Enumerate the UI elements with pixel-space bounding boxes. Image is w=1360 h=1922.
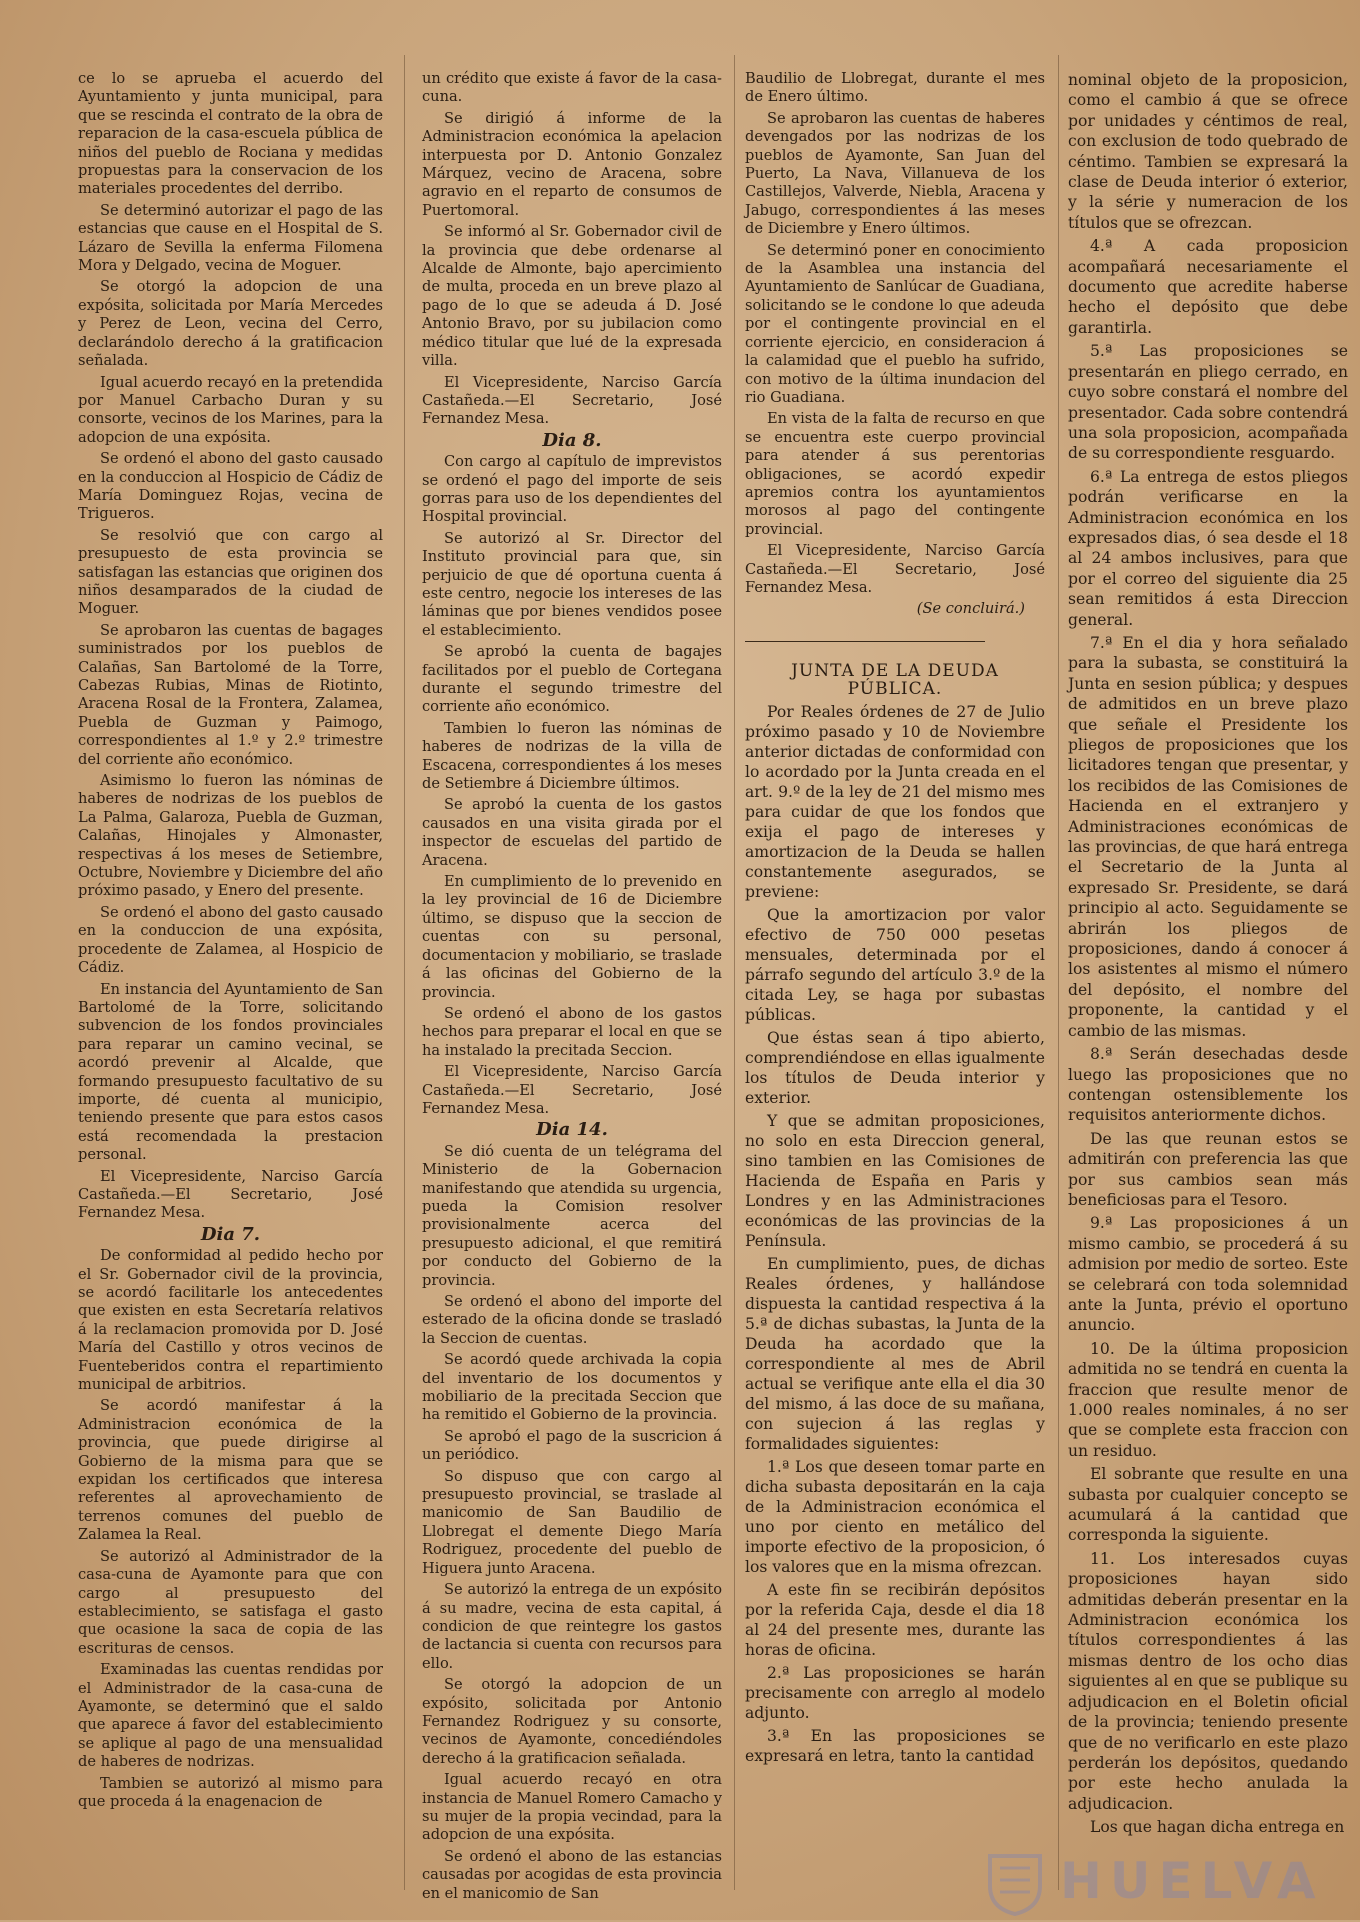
section-heading: JUNTA DE LA DEUDA PÚBLICA. bbox=[791, 660, 999, 700]
paragraph: nominal objeto de la proposicion, como el cambio á que se ofrece por unidades y céntimos de real, con exclusion de todo quebrado de céntimo. Tambien se expresará la clase de Deuda interior ó exterior, y la série y numeracion de los títulos que se ofrezcan. bbox=[1068, 71, 1348, 232]
paragraph: 5.ª Las proposiciones se presentarán en pliego cerrado, en cuyo sobre constará el nombre del presentador. Cada sobre contendrá una sola proposicion, acompañada de su correspondiente resguardo. bbox=[1068, 342, 1348, 463]
paragraph: Por Reales órdenes de 27 de Julio próximo pasado y 10 de Noviembre anterior dictadas de conformidad con lo acordado por la Junta creada en el art. 9.º de la ley de 21 del mismo mes para cuidar de que los fondos que exija el pago de intereses y amortizacion de la Deuda se hallen constantemente asegurados, se previene: bbox=[745, 702, 1045, 901]
paragraph: Se determinó autorizar el pago de las estancias que cause en el Hospital de S. Lázaro de Sevilla la enferma Filomena Mora y Delgado, vecina de Moguer. bbox=[78, 201, 383, 275]
paragraph: Se aprobó el pago de la suscricion á un periódico. bbox=[422, 1427, 722, 1464]
paragraph: un crédito que existe á favor de la casa-cuna. bbox=[422, 70, 722, 106]
to-be-continued: (Se concluirá.) bbox=[916, 600, 1025, 618]
paragraph: En cumplimiento de lo prevenido en la ley provincial de 16 de Diciembre último, se dispuso que la seccion de cuentas con su personal, documentacion y mobiliario, se traslade á las oficinas del Gobierno de la provincia. bbox=[422, 873, 722, 1001]
paragraph: 9.ª Las proposiciones á un mismo cambio, se procederá á su admision por medio de sorteo. Este se celebrará con toda solemnidad ante la Junta, prévio el oportuno anuncio. bbox=[1068, 1214, 1348, 1335]
paragraph: Asimismo lo fueron las nóminas de haberes de nodrizas de los pueblos de La Palma, Galaroza, Puebla de Guzman, Calañas, Hinojales y Almonaster, respectivas á los meses de Setiembre, Octubre, Noviembre y Diciembre del año próximo pasado, y Enero del presente. bbox=[78, 772, 383, 900]
signature-line: El Vicepresidente, Narciso García Castañeda.—El Secretario, José Fernandez Mesa. bbox=[745, 542, 1045, 596]
paragraph: Que la amortizacion por valor efectivo de 750 000 pesetas mensuales, determinada por el párrafo segundo del artículo 3.º de la citada Ley, se haga por subastas públicas. bbox=[745, 905, 1045, 1024]
paragraph: Se autorizó la entrega de un expósito á su madre, vecina de esta capital, á condicion de que reintegre los gastos de lactancia si cuenta con recursos para ello. bbox=[422, 1581, 722, 1672]
paragraph: Se resolvió que con cargo al presupuesto de esta provincia se satisfagan las estancias que originen dos niños desamparados de la ciudad de Moguer. bbox=[78, 526, 383, 618]
paragraph: Se aprobó la cuenta de bagajes facilitados por el pueblo de Cortegana durante el segundo trimestre del corriente año económico. bbox=[422, 643, 722, 716]
paragraph: Examinadas las cuentas rendidas por el Administrador de la casa-cuna de Ayamonte, se determinó que el saldo que aparece á favor del establecimiento se aplique al pago de una mensualidad de haberes de nodrizas. bbox=[78, 1661, 383, 1771]
paragraph: En cumplimiento, pues, de dichas Reales órdenes, y hallándose dispuesta la cantidad respectiva á la 5.ª de dichas subastas, la Junta de la Deuda ha acordado que la correspondiente al mes de Abril actual se verifique ante ella el dia 30 del mismo, á las doce de su mañana, con sujecion á las reglas y formalidades siguientes: bbox=[745, 1254, 1045, 1453]
paragraph: Baudilio de Llobregat, durante el mes de Enero último. bbox=[745, 70, 1045, 106]
paragraph: Se autorizó al Sr. Director del Instituto provincial para que, sin perjuicio de que dé oportuna cuenta á este centro, negocie los intereses de las láminas que por bienes vendidos posee el establecimiento. bbox=[422, 529, 722, 639]
paragraph: 8.ª Serán desechadas desde luego las proposiciones que no contengan ostensiblemente los requisitos anteriormente dichos. bbox=[1068, 1045, 1348, 1125]
paragraph: 6.ª La entrega de estos pliegos podrán verificarse en la Administracion económica en los expresados dias, ó sea desde el 18 al 24 ambos inclusives, para que por el correo del siguiente dia 25 sean remitidos á esta Direccion general. bbox=[1068, 467, 1348, 629]
paragraph: Se otorgó la adopcion de una expósita, solicitada por María Mercedes y Perez de Leon, vecina del Cerro, declarándolo derecho á la gratificacion señalada. bbox=[78, 278, 383, 370]
signature-line: El Vicepresidente, Narciso García Castañeda.—El Secretario, José Fernandez Mesa. bbox=[422, 373, 722, 428]
paragraph: Se aprobó la cuenta de los gastos causados en una visita girada por el inspector de escuelas del partido de Aracena. bbox=[422, 796, 722, 869]
column-1 bbox=[78, 70, 383, 1880]
paragraph: Se autorizó al Administrador de la casa-cuna de Ayamonte para que con cargo al presupuesto del establecimiento, se satisfaga el gasto que ocasione la saca de copia de las escrituras de censos. bbox=[78, 1547, 383, 1657]
paragraph: De conformidad al pedido hecho por el Sr. Gobernador civil de la provincia, se acordó facilitarle los antecedentes que existen en esta Secretaría relativos á la reclamacion promovida por D. José María del Castillo y otros vecinos de Fuenteberidos contra el repartimiento municipal de arbitrios. bbox=[78, 1247, 383, 1394]
paragraph: So dispuso que con cargo al presupuesto provincial, se traslade al manicomio de San Baudilio de Llobregat el demente Diego María Rodriguez, procedente del pueblo de Higuera junto Aracena. bbox=[422, 1467, 722, 1577]
paragraph: A este fin se recibirán depósitos por la referida Caja, desde el dia 18 al 24 del presente mes, durante las horas de oficina. bbox=[745, 1580, 1045, 1659]
column-2 bbox=[422, 70, 722, 1902]
archive-watermark bbox=[980, 1848, 1360, 1920]
signature-line: El Vicepresidente, Narciso García Castañeda.—El Secretario, José Fernandez Mesa. bbox=[422, 1063, 722, 1117]
column-4 bbox=[1068, 70, 1348, 1880]
day-heading: Dia 7. bbox=[200, 1223, 261, 1245]
paragraph: Se ordenó el abono del gasto causado en la conduccion al Hospicio de Cádiz de María Dominguez Rojas, vecina de Trigueros. bbox=[78, 450, 383, 523]
paragraph: Se acordó quede archivada la copia del inventario de los documentos y mobiliario de la precitada Seccion que ha remitido el Gobierno de la provincia. bbox=[422, 1351, 722, 1424]
paragraph: Se aprobaron las cuentas de haberes devengados por las nodrizas de los pueblos de Ayamonte, San Juan del Puerto, La Nava, Villanueva de los Castillejos, Valverde, Niebla, Aracena y Jabugo, correspondientes á las meses de Diciembre y Enero últimos. bbox=[745, 109, 1045, 238]
paragraph: Se ordenó el abono de las estancias causadas por acogidas de esta provincia en el manicomio de San bbox=[422, 1847, 722, 1902]
paragraph: Y que se admitan proposiciones, no solo en esta Direccion general, sino tambien en las Comisiones de Hacienda de España en Paris y Londres y en las Administraciones económicas de las provincias de la Península. bbox=[745, 1111, 1045, 1250]
crest-icon bbox=[980, 1848, 1050, 1918]
paragraph: Igual acuerdo recayó en la pretendida por Manuel Carbacho Duran y su consorte, vecinos de los Marines, para la adopcion de una expósita. bbox=[78, 373, 383, 446]
paragraph: Se ordenó el abono del gasto causado en la conduccion de una expósita, procedente de Zalamea, al Hospicio de Cádiz. bbox=[78, 903, 383, 977]
paragraph: Igual acuerdo recayó en otra instancia de Manuel Romero Camacho y su mujer de la propia vecindad, para la adopcion de una expósita. bbox=[422, 1771, 722, 1844]
paragraph: Se ordenó el abono del importe del esterado de la oficina donde se trasladó la Seccion de cuentas. bbox=[422, 1293, 722, 1347]
paragraph: Los que hagan dicha entrega en bbox=[1090, 1818, 1345, 1837]
paragraph: Se acordó manifestar á la Administracion económica de la provincia, que puede dirigirse al Gobierno de la misma para que se expidan los certificados que interesa referentes al aprovechamiento de terrenos comunes del pueblo de Zalamea la Real. bbox=[78, 1397, 383, 1544]
paragraph: 2.ª Las proposiciones se harán precisamente con arreglo al modelo adjunto. bbox=[745, 1663, 1045, 1722]
day-heading: Dia 8. bbox=[542, 429, 602, 451]
paragraph: ce lo se aprueba el acuerdo del Ayuntamiento y junta municipal, para que se rescinda el contrato de la obra de reparacion de la casa-escuela pública de niños del pueblo de Rociana y medidas propuestas para la conservacion de los materiales procedentes del derribo. bbox=[78, 70, 383, 198]
day-heading: Dia 14. bbox=[536, 1119, 608, 1141]
section-divider bbox=[745, 641, 985, 642]
paragraph: Se aprobaron las cuentas de bagages suministrados por los pueblos de Calañas, San Bartolomé de la Torre, Cabezas Rubias, Minas de Riotinto, Aracena Rosal de la Frontera, Zalamea, Puebla de Guzman y Paimogo, correspondientes al 1.º y 2.º trimestre del corriente año económico. bbox=[78, 621, 383, 768]
paragraph: Se dió cuenta de un telégrama del Ministerio de la Gobernacion manifestando que atendida su urgencia, pueda la Comision resolver provisionalmente acerca del presupuesto adicional, el que remitirá por conducto del Gobierno de la provincia. bbox=[422, 1142, 722, 1289]
paragraph: En instancia del Ayuntamiento de San Bartolomé de la Torre, solicitando subvencion de los fondos provinciales para reparar un camino vecinal, se acordó prevenir al Alcalde, que formando presupuesto facultativo de su importe, dé cuenta al municipio, teniendo presente que para estos casos está recomendada la prestacion personal. bbox=[78, 980, 383, 1164]
paragraph: 7.ª En el dia y hora señalado para la subasta, se constituirá la Junta en sesion pública; y despues de admitidos en un breve plazo que señale el Presidente los pliegos de proposiciones que los licitadores tengan que presentar, y los recibidos de las Comisiones de Hacienda en el extranjero y Administraciones económicas de las provincias, de que hará entrega el Secretario de la Junta al expresado Sr. Presidente, se dará principio al acto. Seguidamente se abrirán los pliegos de proposiciones, dando á conocer á los asistentes al mismo el número del depósito, el nombre del proponente, la cantidad y el cambio de las mismas. bbox=[1068, 633, 1348, 1040]
column-rule bbox=[1058, 55, 1059, 1890]
paragraph: En vista de la falta de recurso en que se encuentra este cuerpo provincial para atender á sus perentorias obligaciones, se acordó expedir apremios contra los ayuntamientos morosos al pago del contingente provincial. bbox=[745, 410, 1045, 538]
paragraph: El sobrante que resulte en una subasta por cualquier concepto se acumulará á la cantidad que corresponda la siguiente. bbox=[1068, 1465, 1348, 1545]
column-3 bbox=[745, 70, 1045, 1880]
paragraph: 4.ª A cada proposicion acompañará necesariamente el documento que acredite haberse hecho el depósito que debe garantirla. bbox=[1068, 237, 1348, 337]
paragraph: 1.ª Los que deseen tomar parte en dicha subasta depositarán en la caja de la Administracion económica el uno por ciento en metálico del importe efectivo de la proposicion, ó los valores que en la misma ofrezcan. bbox=[745, 1457, 1045, 1576]
paragraph: Se otorgó la adopcion de un expósito, solicitada por Antonio Fernandez Rodriguez y su consorte, vecinos de Ayamonte, concediéndoles derecho á la gratificacion señalada. bbox=[422, 1676, 722, 1767]
paragraph: De las que reunan estos se admitirán con preferencia las que por sus cambios sean más beneficiosas para el Tesoro. bbox=[1068, 1129, 1348, 1209]
paragraph: Con cargo al capítulo de imprevistos se ordenó el pago del importe de seis gorras para uso de los dependientes del Hospital provincial. bbox=[422, 453, 722, 526]
paragraph: Se dirigió á informe de la Administracion económica la apelacion interpuesta por D. Antonio Gonzalez Márquez, vecino de Aracena, sobre agravio en el reparto de consumos de Puertomoral. bbox=[422, 109, 722, 219]
paragraph: Tambien lo fueron las nóminas de haberes de nodrizas de la villa de Escacena, correspondientes á los meses de Setiembre á Diciembre últimos. bbox=[422, 719, 722, 793]
watermark-text: HUELVA bbox=[1060, 1852, 1324, 1910]
paragraph: Se ordenó el abono de los gastos hechos para preparar el local en que se ha instalado la precitada Seccion. bbox=[422, 1004, 722, 1059]
paragraph: Tambien se autorizó al mismo para que proceda á la enagenacion de bbox=[78, 1774, 383, 1810]
paragraph: 10. De la última proposicion admitida no se tendrá en cuenta la fraccion que resulte menor de 1.000 reales nominales, á no ser que se complete esta fraccion con un residuo. bbox=[1068, 1339, 1348, 1460]
signature-line: El Vicepresidente, Narciso García Castañeda.—El Secretario, José Fernandez Mesa. bbox=[78, 1167, 383, 1222]
paragraph: 3.ª En las proposiciones se expresará en letra, tanto la cantidad bbox=[745, 1726, 1045, 1765]
column-rule bbox=[404, 55, 405, 1890]
paragraph: 11. Los interesados cuyas proposiciones hayan sido admitidas deberán presentar en la Administracion económica los títulos correspondientes á las mismas dentro de los ocho dias siguientes al en que se publique su adjudicacion en el Boletin oficial de la provincia; teniendo presente que de no verificarlo en este plazo perderán los depósitos, quedando por este hecho anulada la adjudicacion. bbox=[1068, 1549, 1348, 1813]
paragraph: Se informó al Sr. Gobernador civil de la provincia que debe ordenarse al Alcalde de Almonte, bajo apercimiento de multa, proceda en un breve plazo al pago de lo que se adeuda á D. José Antonio Bravo, por su jubilacion como médico titular que lué de la expresada villa. bbox=[422, 223, 722, 370]
column-rule bbox=[734, 55, 735, 1890]
paragraph: Que éstas sean á tipo abierto, comprendiéndose en ellas igualmente los títulos de Deuda interior y exterior. bbox=[745, 1028, 1045, 1107]
paragraph: Se determinó poner en conocimiento de la Asamblea una instancia del Ayuntamiento de Sanlúcar de Guadiana, solicitando se le condone lo que adeuda por el contingente provincial en el corriente ejercicio, en consideracion á la calamidad que el pueblo ha sufrido, con motivo de la última inundacion del rio Guadiana. bbox=[745, 241, 1045, 406]
